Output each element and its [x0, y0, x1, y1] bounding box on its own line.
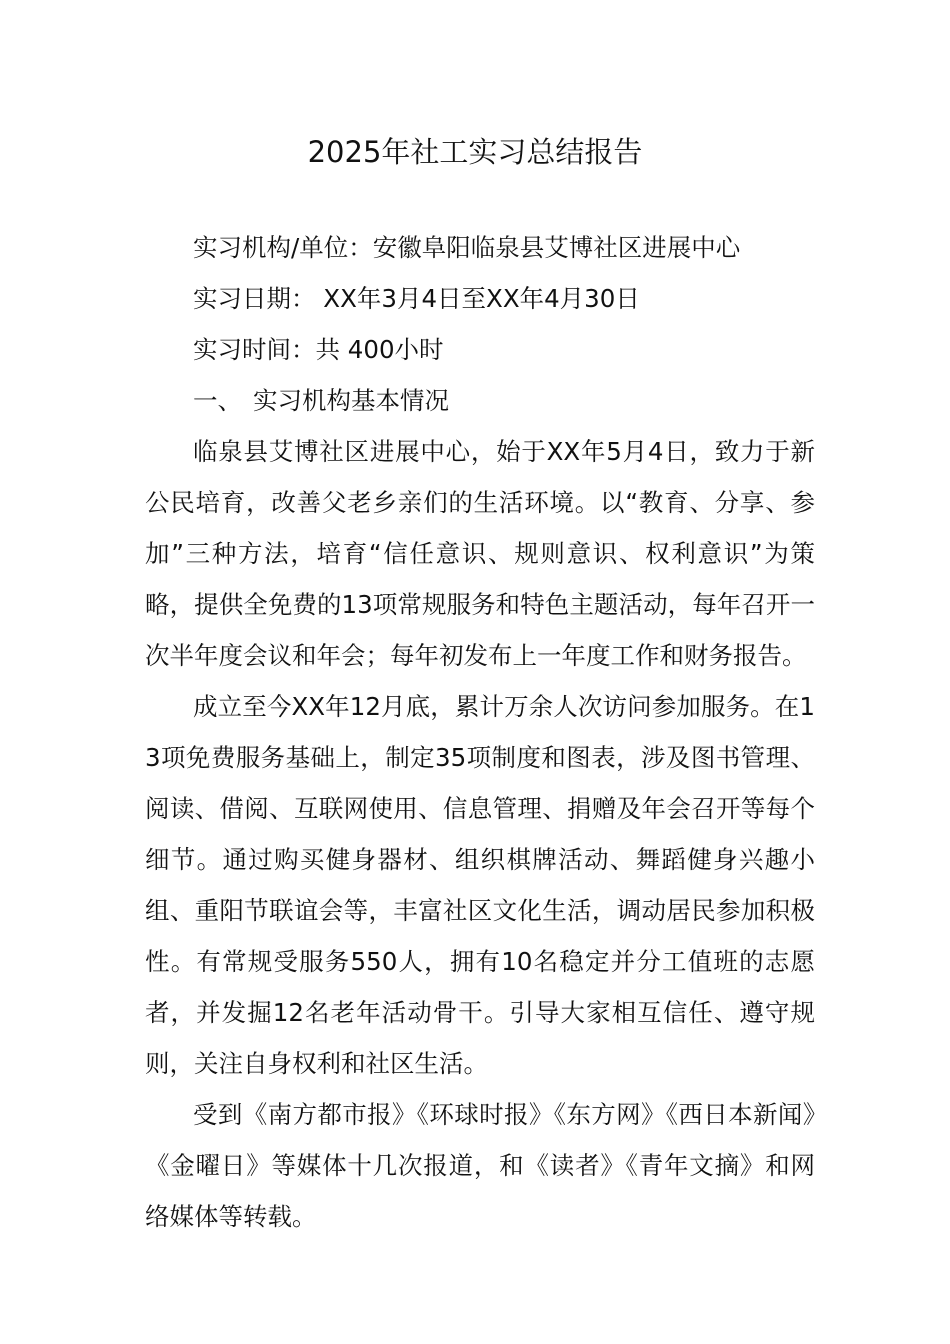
- section-title: 实习机构基本情况: [253, 386, 449, 415]
- meta-institution: 实习机构/单位：安徽阜阳临泉县艾博社区进展中心: [193, 233, 741, 262]
- section-heading: [145, 375, 815, 426]
- meta-hours: 实习时间：共 400小时: [193, 335, 444, 364]
- document-body: [145, 222, 815, 1242]
- section-number: 一、: [193, 386, 242, 415]
- document-title: 2025年社工实习总结报告: [307, 135, 643, 169]
- paragraph-media: 受到《南方都市报》《环球时报》《东方网》《西日本新闻》《金曜日》等媒体十几次报道，和《读者》《青年文摘》和网络媒体等转载。: [145, 1100, 815, 1231]
- meta-date: 实习日期： XX年3月4日至XX年4月30日: [193, 284, 640, 313]
- paragraph-achievements: 成立至今XX年12月底，累计万余人次访问参加服务。在13项免费服务基础上，制定35项制度和图表，涉及图书管理、阅读、借阅、互联网使用、信息管理、捐赠及年会召开等每个细节。通过购买健身器材、组织棋牌活动、舞蹈健身兴趣小组、重阳节联谊会等，丰富社区文化生活，调动居民参加积极性。有常规受服务550人，拥有10名稳定并分工值班的志愿者，并发掘12名老年活动骨干。引导大家相互信任、遵守规则，关注自身权利和社区生活。: [145, 692, 815, 1078]
- paragraph-intro: 临泉县艾博社区进展中心，始于XX年5月4日，致力于新公民培育，改善父老乡亲们的生活环境。以“教育、分享、参加”三种方法，培育“信任意识、规则意识、权利意识”为策略，提供全免费的13项常规服务和特色主题活动，每年召开一次半年度会议和年会；每年初发布上一年度工作和财务报告。: [145, 437, 815, 670]
